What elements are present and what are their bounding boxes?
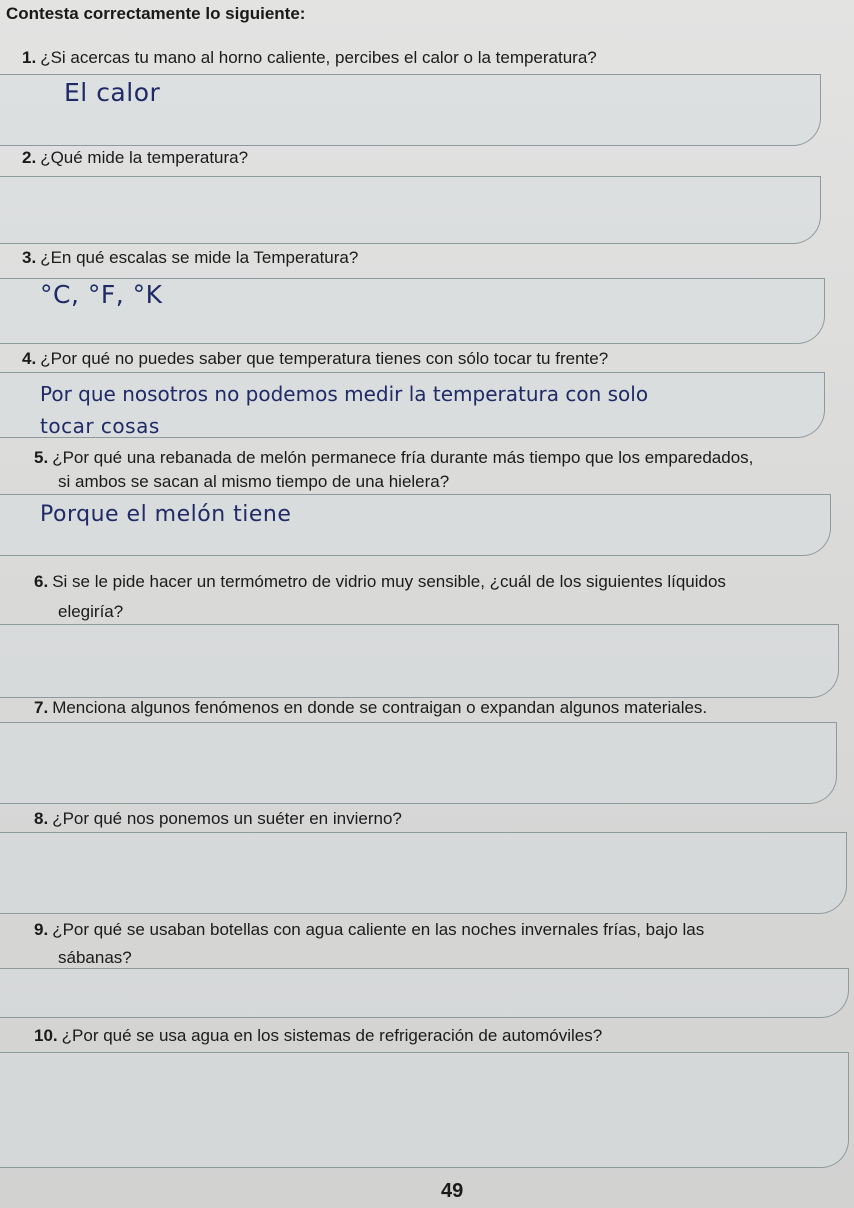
question-number: 5. <box>34 448 49 467</box>
question-5-continued: si ambos se sacan al mismo tiempo de una hielera? <box>58 472 450 491</box>
question-number: 10. <box>34 1026 58 1045</box>
page-number: 49 <box>441 1180 464 1202</box>
question-text: ¿Por qué se usa agua en los sistemas de refrigeración de automóviles? <box>61 1026 603 1045</box>
answer-box-2[interactable] <box>0 176 821 244</box>
answer-4-line-1: Por que nosotros no podemos medir la temperatura con solo <box>40 382 649 406</box>
question-text-line-1: Si se le pide hacer un termómetro de vidrio muy sensible, ¿cuál de los siguientes líquidos <box>52 572 726 591</box>
question-text: ¿Qué mide la temperatura? <box>40 148 249 167</box>
question-text: Menciona algunos fenómenos en donde se contraigan o expandan algunos materiales. <box>52 698 708 717</box>
answer-box-6[interactable] <box>0 624 839 698</box>
question-number: 9. <box>34 920 49 939</box>
answer-3: °C, °F, °K <box>40 280 163 309</box>
question-number: 6. <box>34 572 49 591</box>
answer-4-line-2: tocar cosas <box>40 414 160 438</box>
question-1 <box>22 46 597 70</box>
question-number: 4. <box>22 349 37 368</box>
question-number: 3. <box>22 248 37 267</box>
question-3 <box>22 246 358 270</box>
question-10 <box>34 1024 602 1048</box>
question-6-continued: elegiría? <box>58 602 124 621</box>
question-number: 1. <box>22 48 37 67</box>
question-4 <box>22 347 608 371</box>
answer-box-9[interactable] <box>0 968 849 1018</box>
question-number: 2. <box>22 148 37 167</box>
question-number: 8. <box>34 809 49 828</box>
question-9 <box>34 918 704 942</box>
question-8 <box>34 807 402 831</box>
answer-box-10[interactable] <box>0 1052 849 1168</box>
question-9-continued: sábanas? <box>58 948 132 967</box>
question-text-line-1: ¿Por qué se usaban botellas con agua caliente en las noches invernales frías, bajo las <box>52 920 705 939</box>
question-7 <box>34 696 707 720</box>
question-text-line-1: ¿Por qué una rebanada de melón permanece fría durante más tiempo que los emparedados, <box>52 448 754 467</box>
answer-box-8[interactable] <box>0 832 847 914</box>
answer-box-7[interactable] <box>0 722 837 804</box>
question-text: ¿Por qué no puedes saber que temperatura tienes con sólo tocar tu frente? <box>40 349 609 368</box>
answer-1: El calor <box>64 78 161 107</box>
question-2 <box>22 146 248 170</box>
question-number: 7. <box>34 698 49 717</box>
question-text: ¿Por qué nos ponemos un suéter en invierno? <box>52 809 402 828</box>
worksheet-heading: Contesta correctamente lo siguiente: <box>6 4 306 23</box>
answer-5: Porque el melón tiene <box>40 502 292 527</box>
question-text: ¿En qué escalas se mide la Temperatura? <box>40 248 359 267</box>
question-5 <box>34 446 753 470</box>
question-6 <box>34 570 726 594</box>
question-text: ¿Si acercas tu mano al horno caliente, percibes el calor o la temperatura? <box>40 48 597 67</box>
